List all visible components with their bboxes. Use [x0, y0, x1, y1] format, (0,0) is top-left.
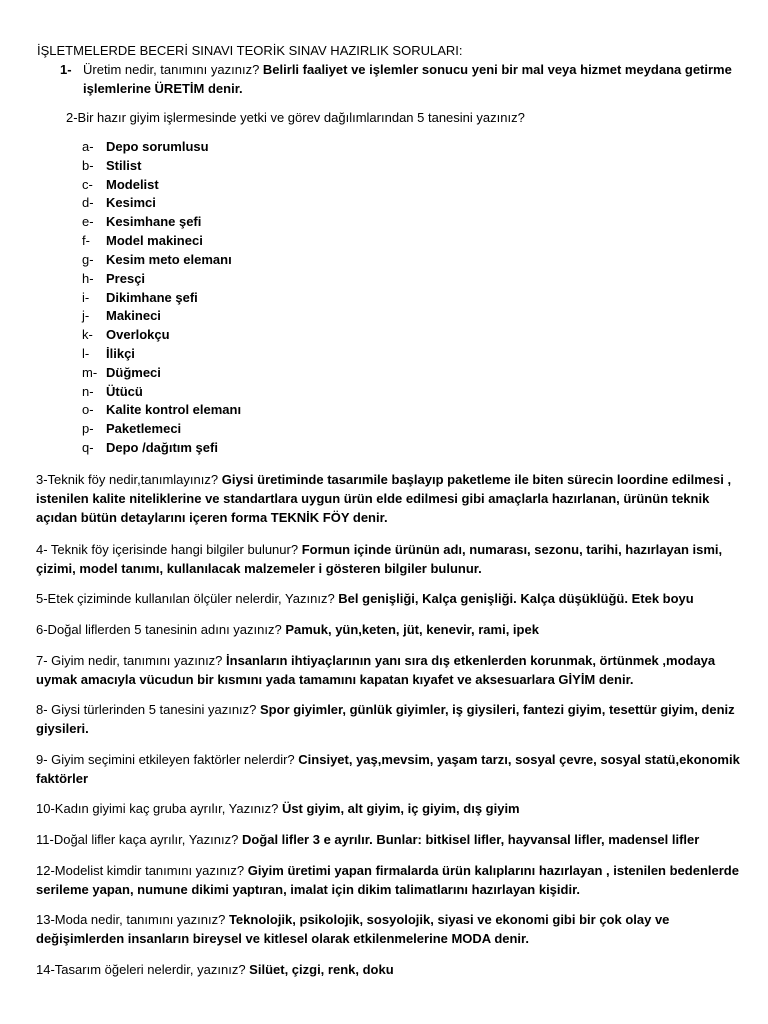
question-9	[36, 750, 742, 788]
list-item-text: Stilist	[106, 157, 142, 173]
question-11-answer: Doğal lifler 3 e ayrılır. Bunlar: bitkisel lifler, hayvansal lifler, madensel lifler	[241, 832, 700, 847]
list-item-text: Kalite kontrol elemanı	[106, 402, 242, 418]
question-1	[83, 60, 743, 98]
list-item-letter: a-	[82, 139, 94, 154]
question-3	[36, 470, 742, 527]
question-10	[36, 799, 742, 818]
question-2-answer-list	[82, 138, 241, 458]
list-item-letter: e-	[82, 214, 94, 230]
list-item	[82, 439, 241, 458]
list-item-text: Makineci	[106, 308, 161, 324]
list-item-letter: c-	[82, 176, 93, 192]
list-item	[82, 401, 241, 420]
list-item	[82, 194, 241, 213]
question-1-answer: Belirli faaliyet ve işlemler sonucu yeni bir mal veya hizmet meydana getirme işlemlerine ÜRETİM denir.	[83, 62, 732, 96]
list-item-text: Dikimhane şefi	[106, 289, 198, 305]
list-item-text: Kesim meto elemanı	[106, 251, 232, 267]
list-item-letter: b-	[82, 157, 94, 173]
list-item-text: Presçi	[106, 270, 146, 286]
question-7	[36, 651, 742, 689]
list-item	[82, 270, 241, 289]
question-8-answer: Spor giyimler, günlük giyimler, iş giysileri, fantezi giyim, tesettür giyim, deniz giysileri.	[36, 702, 735, 736]
list-item-text: Depo /dağıtım şefi	[106, 440, 218, 455]
list-item-text: İlikçi	[106, 345, 135, 361]
list-item	[82, 157, 241, 176]
question-5	[36, 589, 742, 608]
list-item-letter: i-	[82, 289, 90, 305]
question-6-answer: Pamuk, yün,keten, jüt, kenevir, rami, ipek	[285, 622, 539, 637]
question-12-text: 12-Modelist kimdir tanımını yazınız?	[36, 863, 245, 878]
question-9-answer: Cinsiyet, yaş,mevsim, yaşam tarzı, sosyal çevre, sosyal statü,ekonomik faktörler	[36, 752, 740, 786]
list-item	[82, 213, 241, 232]
list-item-letter: j-	[82, 308, 90, 324]
list-item-letter: k-	[82, 327, 93, 343]
list-item-letter: p-	[82, 421, 94, 437]
question-12-answer: Giyim üretimi yapan firmalarda ürün kalıplarını hazırlayan , istenilen bedenlerde serileme yapan, numune dikimi yaptıran, imalat için dikim talimatlarını hazırlayan kişidir.	[36, 863, 739, 897]
list-item	[82, 232, 241, 251]
list-item	[82, 138, 241, 157]
question-7-answer: İnsanların ihtiyaçlarının yanı sıra dış etkenlerden korunmak, örtünmek ,modaya uymak amacıyla vücudun bir kısmını yada tamamını kapatan kıyafet ve aksesuarlara GİYİM denir.	[36, 653, 716, 687]
list-item-text: Modelist	[106, 176, 159, 192]
list-item	[82, 364, 241, 383]
list-item-letter: m-	[82, 364, 98, 380]
list-item-letter: d-	[82, 195, 94, 211]
question-5-text: 5-Etek çiziminde kullanılan ölçüler nelerdir, Yazınız?	[36, 591, 335, 606]
question-5-answer: Bel genişliği, Kalça genişliği. Kalça düşüklüğü. Etek boyu	[338, 591, 694, 606]
question-6	[36, 620, 742, 639]
list-item-letter: n-	[82, 383, 94, 399]
list-item-letter: o-	[82, 402, 94, 418]
list-item-letter: g-	[82, 251, 94, 267]
question-6-text: 6-Doğal liflerden 5 tanesinin adını yazınız?	[36, 622, 282, 637]
question-1-number: 1-	[60, 62, 72, 77]
question-14	[36, 960, 742, 979]
question-11	[36, 830, 742, 849]
list-item-letter: q-	[82, 440, 94, 455]
question-1-text: Üretim nedir, tanımını yazınız?	[83, 62, 260, 77]
question-13	[36, 910, 742, 948]
question-12	[36, 861, 742, 899]
question-10-answer: Üst giyim, alt giyim, iç giyim, dış giyim	[281, 801, 520, 816]
question-10-text: 10-Kadın giyimi kaç gruba ayrılır, Yazınız?	[36, 801, 279, 816]
list-item-text: Overlokçu	[106, 327, 170, 343]
question-13-answer: Teknolojik, psikolojik, sosyolojik, siyasi ve ekonomi gibi bir çok olay ve değişimlerden insanların bireysel ve kitlesel olarak etkilenmelerine MODA denir.	[36, 912, 670, 946]
question-14-answer: Silüet, çizgi, renk, doku	[249, 962, 394, 977]
list-item-text: Paketlemeci	[106, 421, 182, 437]
list-item-text: Kesimhane şefi	[106, 214, 202, 230]
list-item-letter: f-	[82, 233, 90, 249]
question-3-answer: Giysi üretiminde tasarımile başlayıp paketleme ile biten sürecin loordine edilmesi , istenilen kalite niteliklerine ve standartlara uygun ürün elde edilmesi gibi amaçlarla hazırlanan, ürünün teknik açıdan bütün detaylarını içeren forma TEKNİK FÖY denir.	[36, 472, 732, 525]
question-9-text: 9- Giyim seçimini etkileyen faktörler nelerdir?	[36, 752, 295, 767]
question-8	[36, 700, 742, 738]
question-7-text: 7- Giyim nedir, tanımını yazınız?	[36, 653, 223, 668]
list-item	[82, 383, 241, 402]
list-item-text: Ütücü	[106, 383, 143, 399]
list-item	[82, 176, 241, 195]
list-item	[82, 307, 241, 326]
list-item	[82, 420, 241, 439]
question-14-text: 14-Tasarım öğeleri nelerdir, yazınız?	[36, 962, 246, 977]
list-item	[82, 251, 241, 270]
question-3-text: 3-Teknik föy nedir,tanımlayınız?	[36, 472, 219, 487]
list-item	[82, 289, 241, 308]
question-4	[36, 540, 742, 578]
question-4-text: 4- Teknik föy içerisinde hangi bilgiler bulunur?	[36, 542, 299, 557]
list-item-text: Depo sorumlusu	[106, 139, 209, 154]
question-2-text: 2-Bir hazır giyim işlermesinde yetki ve görev dağılımlarından 5 tanesini yazınız?	[66, 110, 525, 125]
list-item-letter: h-	[82, 270, 94, 286]
list-item	[82, 345, 241, 364]
question-11-text: 11-Doğal lifler kaça ayrılır, Yazınız?	[36, 832, 239, 847]
list-item-text: Model makineci	[106, 233, 203, 249]
question-8-text: 8- Giysi türlerinden 5 tanesini yazınız?	[36, 702, 257, 717]
document-title: İŞLETMELERDE BECERİ SINAVI TEORİK SINAV HAZIRLIK SORULARI:	[37, 43, 463, 58]
question-4-answer: Formun içinde ürünün adı, numarası, sezonu, tarihi, hazırlayan ismi, çizimi, model tanımı, kullanılacak malzemeler i gösteren bilgiler bulunur.	[36, 542, 723, 576]
question-13-text: 13-Moda nedir, tanımını yazınız?	[36, 912, 226, 927]
list-item-text: Düğmeci	[106, 364, 161, 380]
list-item	[82, 326, 241, 345]
list-item-letter: l-	[82, 345, 90, 361]
list-item-text: Kesimci	[106, 195, 156, 211]
